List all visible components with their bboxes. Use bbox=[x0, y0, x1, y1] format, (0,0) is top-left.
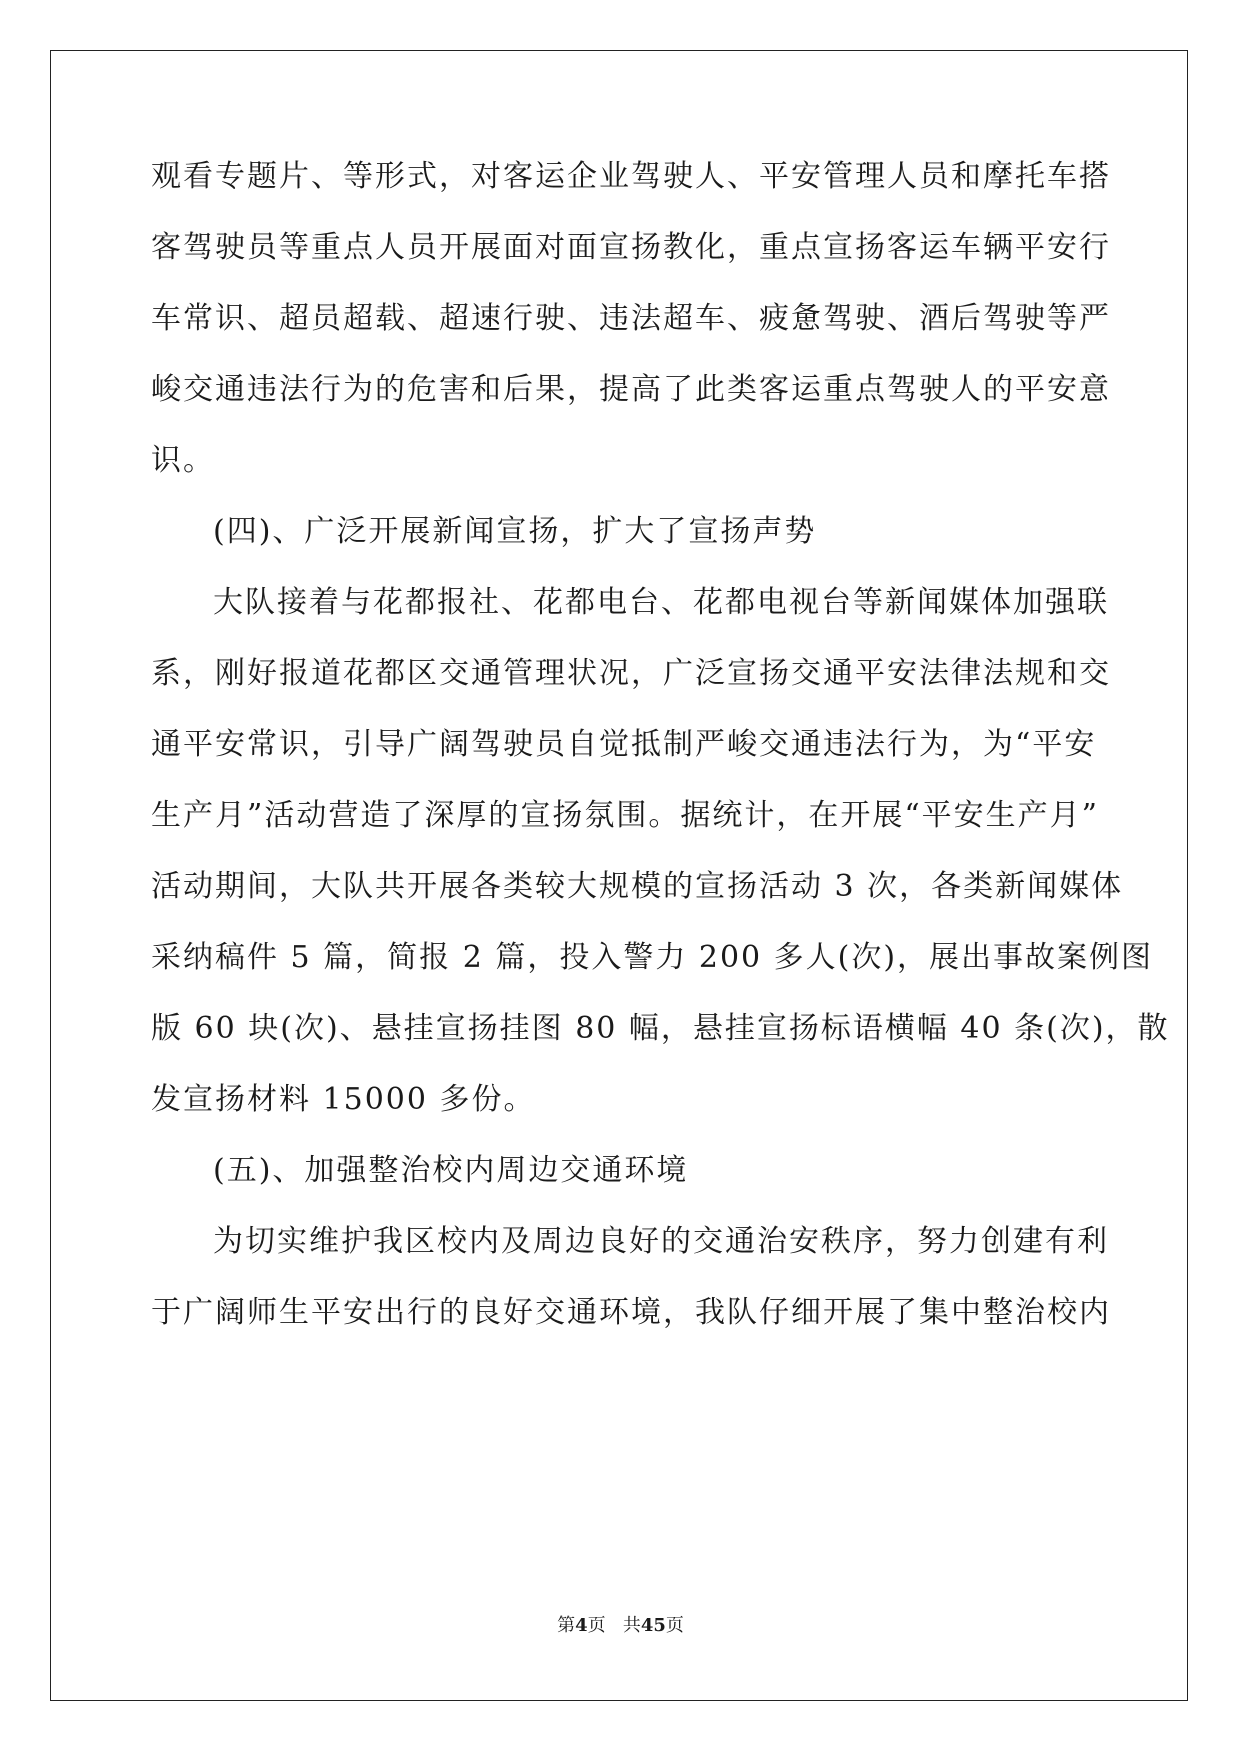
text-line: 峻交通违法行为的危害和后果，提高了此类客运重点驾驶人的平安意 bbox=[151, 372, 1111, 407]
text-line: 客驾驶员等重点人员开展面对面宣扬教化，重点宣扬客运车辆平安行 bbox=[151, 230, 1111, 265]
text-line: 为切实维护我区校内及周边良好的交通治安秩序，努力创建有利 bbox=[213, 1224, 1109, 1259]
text-line: 采纳稿件 5 篇，简报 2 篇，投入警力 200 多人(次)，展出事故案例图 bbox=[151, 940, 1154, 975]
text-line: 识。 bbox=[151, 443, 215, 478]
page-total: 45 bbox=[640, 1615, 666, 1636]
section-heading: (四)、广泛开展新闻宣扬，扩大了宣扬声势 bbox=[213, 514, 817, 549]
text-line: 通平安常识，引导广阔驾驶员自觉抵制严峻交通违法行为，为“平安 bbox=[151, 727, 1097, 762]
text-line: 车常识、超员超载、超速行驶、违法超车、疲惫驾驶、酒后驾驶等严 bbox=[151, 301, 1111, 336]
page-footer bbox=[0, 1614, 1241, 1638]
text-line: 版 60 块(次)、悬挂宣扬挂图 80 幅，悬挂宣扬标语横幅 40 条(次)，散 bbox=[151, 1011, 1170, 1046]
text-line: 观看专题片、等形式，对客运企业驾驶人、平安管理人员和摩托车搭 bbox=[151, 159, 1111, 194]
footer-page-suffix: 页 bbox=[587, 1615, 606, 1636]
footer-total-prefix: 共 bbox=[622, 1615, 641, 1636]
footer-total-suffix: 页 bbox=[665, 1615, 684, 1636]
section-heading: (五)、加强整治校内周边交通环境 bbox=[213, 1153, 689, 1188]
text-line: 生产月”活动营造了深厚的宣扬氛围。据统计，在开展“平安生产月” bbox=[151, 798, 1100, 833]
text-line: 活动期间，大队共开展各类较大规模的宣扬活动 3 次，各类新闻媒体 bbox=[151, 869, 1124, 904]
text-line: 大队接着与花都报社、花都电台、花都电视台等新闻媒体加强联 bbox=[213, 585, 1109, 620]
page-number: 4 bbox=[575, 1615, 588, 1636]
footer-prefix: 第 bbox=[557, 1615, 576, 1636]
text-line: 系，刚好报道花都区交通管理状况，广泛宣扬交通平安法律法规和交 bbox=[151, 656, 1111, 691]
text-line: 发宣扬材料 15000 多份。 bbox=[151, 1082, 536, 1117]
text-line: 于广阔师生平安出行的良好交通环境，我队仔细开展了集中整治校内 bbox=[151, 1295, 1111, 1330]
